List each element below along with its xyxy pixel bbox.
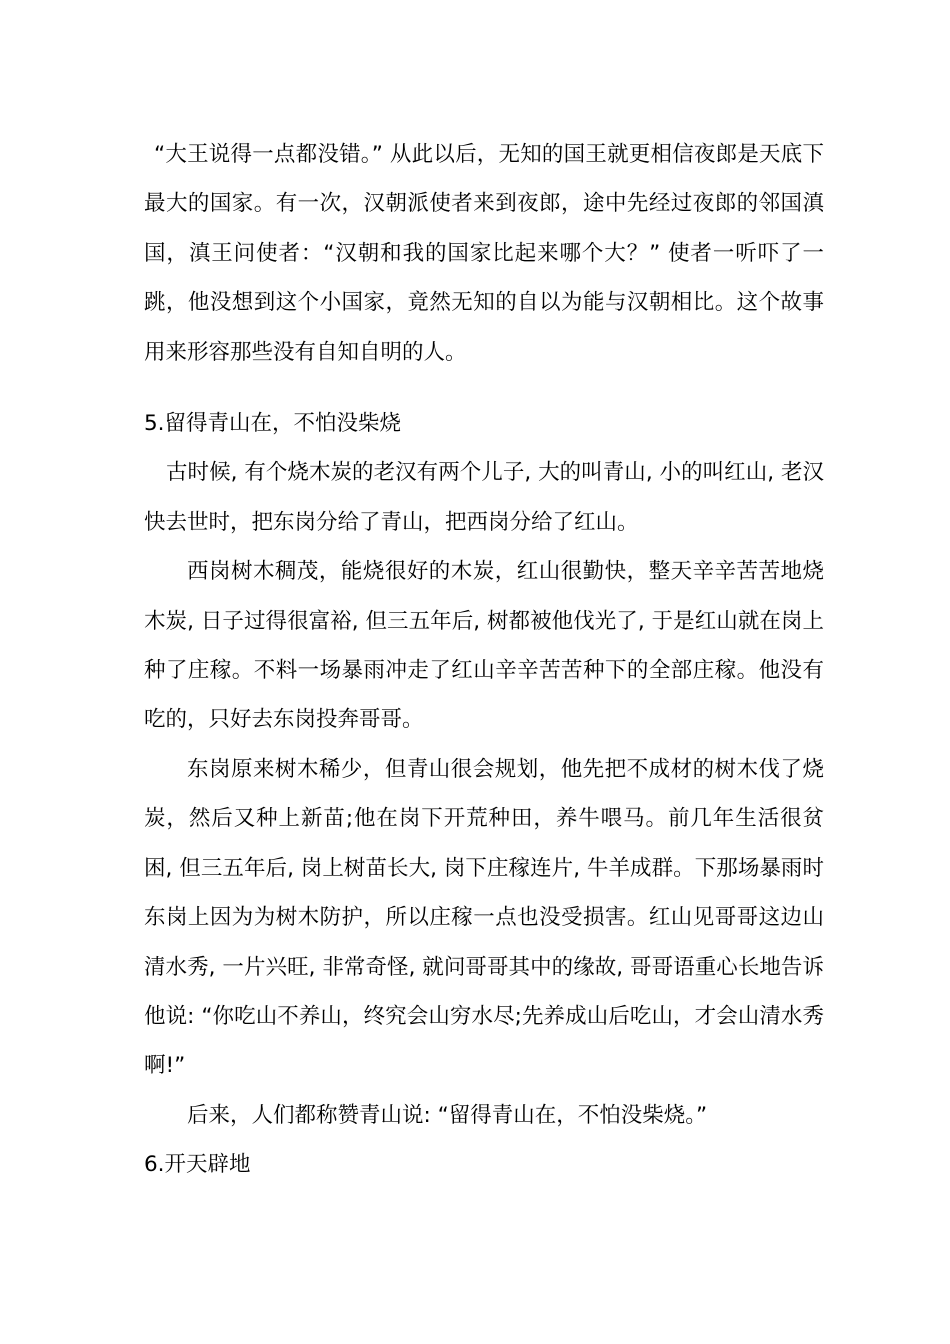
section-heading-6: 6.开天辟地 <box>144 1152 251 1178</box>
story-paragraph-4: 后来，人们都称赞青山说: “留得青山在，不怕没柴烧。” <box>187 1102 708 1128</box>
story-paragraph-2: 西岗树木稠茂，能烧很好的木炭，红山很勤快，整天辛辛苦苦地烧木炭, 日子过得很富裕, 但三五年后, 树都被他伐光了, 于是红山就在岗上种了庄稼。不料一场暴雨冲走了红山辛辛苦苦种下的全部庄稼。他没有吃的，只好去东岗投奔哥哥。 <box>144 559 824 733</box>
document-page <box>144 130 824 1190</box>
story-paragraph-yelang-ending: “大王说得一点都没错。” 从此以后，无知的国王就更相信夜郎是天底下最大的国家。有一次，汉朝派使者来到夜郎，途中先经过夜郎的邻国滇国，滇王问使者：“汉朝和我的国家比起来哪个大？” 使者一听吓了一跳，他没想到这个小国家，竟然无知的自以为能与汉朝相比。这个故事用来形容那些没有自知自明的人。 <box>144 142 824 365</box>
story-paragraph-3: 东岗原来树木稀少，但青山很会规划，他先把不成材的树木伐了烧炭，然后又种上新苗;他在岗下开荒种田，养牛喂马。前几年生活很贫困, 但三五年后, 岗上树苗长大, 岗下庄稼连片, 牛羊成群。下那场暴雨时东岗上因为为树木防护，所以庄稼一点也没受损害。红山见哥哥这边山清水秀, 一片兴旺, 非常奇怪, 就问哥哥其中的缘故, 哥哥语重心长地告诉他说: “你吃山不养山，终究会山穷水尽;先养成山后吃山，才会山清水秀啊!” <box>144 756 824 1079</box>
section-heading-5: 5.留得青山在，不怕没柴烧 <box>144 411 402 437</box>
story-paragraph-1: 古时候, 有个烧木炭的老汉有两个儿子, 大的叫青山, 小的叫红山, 老汉快去世时，把东岗分给了青山，把西岗分给了红山。 <box>144 460 824 535</box>
